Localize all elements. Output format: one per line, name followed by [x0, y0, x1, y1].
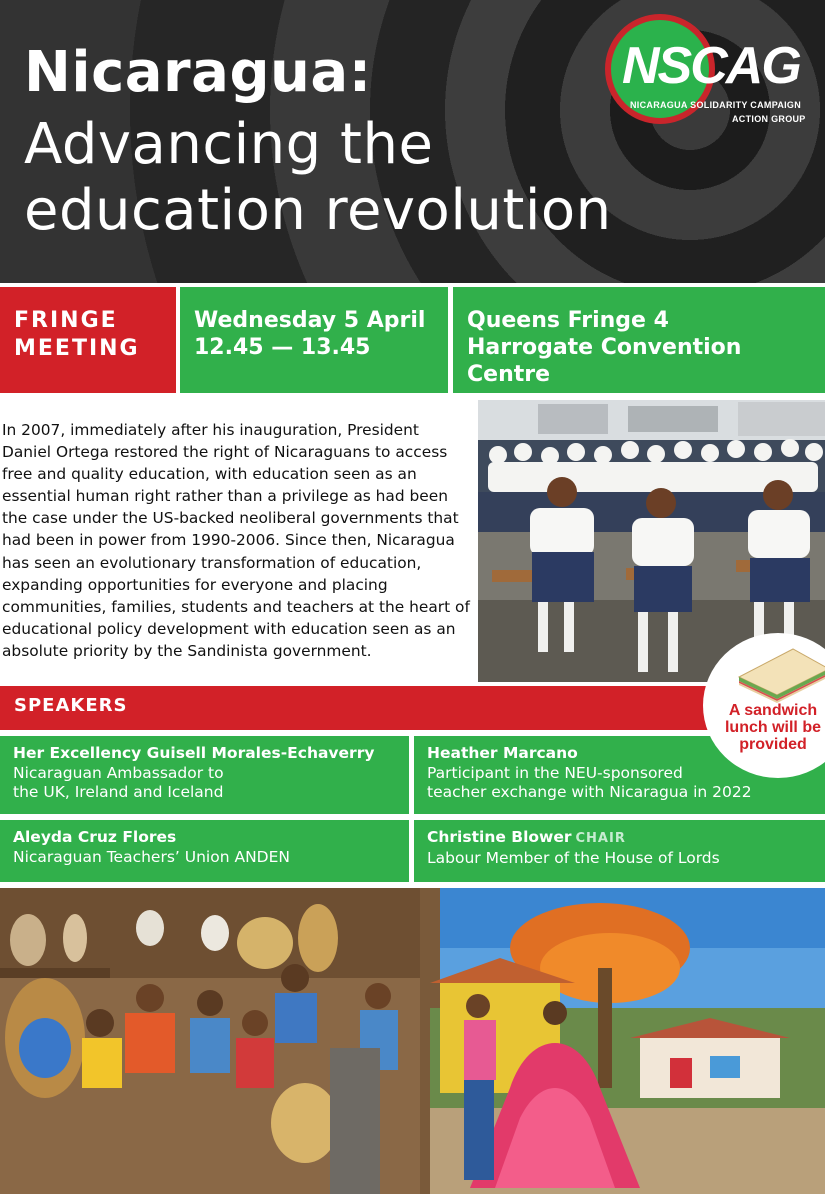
speaker-role-line1: Labour Member of the House of Lords: [427, 848, 720, 867]
speaker-name: Aleyda Cruz Flores: [13, 828, 177, 846]
sandwich-notice-line1: A sandwich: [728, 702, 818, 719]
speaker-name: Heather Marcano: [427, 744, 578, 762]
sandwich-notice-line3: provided: [739, 736, 807, 753]
venue-panel: [453, 287, 825, 393]
venue-room: Queens Fringe 4: [467, 308, 669, 333]
speakers-heading: SPEAKERS: [14, 695, 128, 716]
title-line-2: Advancing the: [24, 112, 434, 177]
speaker-name: Christine Blower: [427, 828, 572, 846]
logo-subtitle-line1: NICARAGUA SOLIDARITY CAMPAIGN: [630, 100, 802, 110]
meeting-type-line2: MEETING: [14, 336, 140, 361]
mural-painting: [0, 888, 825, 1194]
speaker-role-line1: Nicaraguan Teachers’ Union ANDEN: [13, 847, 290, 866]
speaker-role-line1: Participant in the NEU-sponsored: [427, 763, 683, 782]
title-line-3: education revolution: [24, 178, 612, 243]
speaker-card: [0, 820, 409, 882]
chair-tag: CHAIR: [575, 831, 626, 846]
speaker-card: [0, 736, 409, 814]
logo-subtitle-line2: ACTION GROUP: [732, 114, 806, 124]
title-line-1: Nicaragua:: [24, 40, 372, 105]
venue-building: Harrogate Convention Centre: [467, 335, 742, 387]
speaker-card: [414, 820, 825, 882]
sandwich-icon: [733, 643, 825, 703]
event-date: Wednesday 5 April: [194, 308, 426, 333]
meeting-type-line1: FRINGE: [14, 308, 118, 333]
meeting-type-panel: [0, 287, 176, 393]
date-panel: [180, 287, 448, 393]
event-time: 12.45 — 13.45: [194, 335, 371, 360]
logo-wordmark: NSCAG: [622, 37, 800, 95]
speaker-name-row: [427, 828, 825, 849]
speaker-name: Her Excellency Guisell Morales-Echaverry: [13, 744, 375, 762]
speaker-role-line2: the UK, Ireland and Iceland: [13, 783, 224, 801]
sandwich-notice-line2: lunch will be: [724, 719, 821, 736]
speaker-role-line2: teacher exchange with Nicaragua in 2022: [427, 783, 752, 801]
sandwich-notice: [708, 702, 825, 753]
speaker-role-line1: Nicaraguan Ambassador to: [13, 763, 224, 782]
intro-paragraph: In 2007, immediately after his inauguration, President Daniel Ortega restored the right of Nicaraguans to access free and quality education, with education seen as an essential human right rather than a privilege as had been the case under the US-backed neoliberal governments that had been in power from 1990-2006. Since then, Nicaragua has seen an evolutionary transformation of education, expanding opportunities for everyone and placing communities, families, students and teachers at the heart of educational policy development with education seen as an absolute priority by the Sandinista government.: [2, 421, 470, 660]
